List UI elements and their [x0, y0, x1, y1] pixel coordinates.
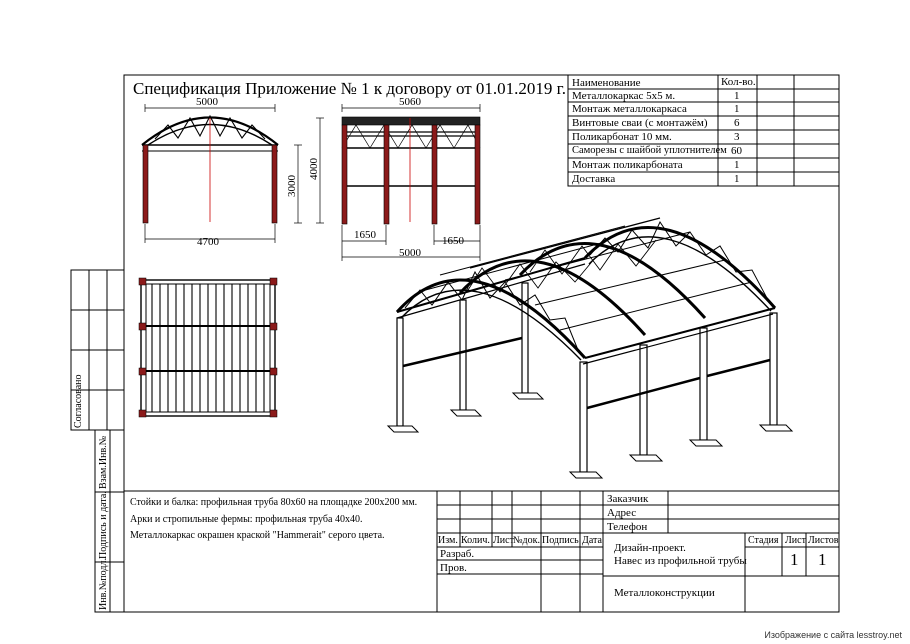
spec-row-qty: 3	[734, 131, 740, 143]
tb-sheets-value: 1	[818, 550, 827, 569]
spec-row-name: Металлокаркас 5х5 м.	[572, 90, 676, 102]
spec-row-qty: 1	[734, 173, 740, 185]
tb-col-data: Дата	[582, 535, 602, 546]
tb-sheet: Лист	[785, 535, 806, 546]
spec-row-qty: 60	[731, 145, 742, 157]
title-block-grid	[124, 491, 839, 612]
spec-row-name: Монтаж металлокаркаса	[572, 103, 687, 115]
tb-address: Адрес	[607, 507, 637, 519]
tb-phone: Телефон	[607, 521, 648, 533]
spec-row-qty: 6	[734, 117, 740, 129]
spec-header-qty: Кол-во.	[721, 76, 756, 88]
tb-stage: Стадия	[748, 535, 779, 546]
front-elevation	[142, 104, 324, 243]
tb-col-kolich: Колич.	[461, 535, 490, 546]
dim-side-bottom: 5000	[399, 247, 421, 259]
tb-customer: Заказчик	[607, 493, 649, 505]
dim-side-top: 5060	[399, 96, 421, 108]
plan-view	[139, 278, 277, 417]
stamp-inv-orig: Инв.№подл.	[98, 558, 109, 610]
stamp-agreed: Согласовано	[73, 374, 84, 428]
spec-row-name: Поликарбонат 10 мм.	[572, 131, 672, 143]
note-line: Стойки и балка: профильная труба 80х60 на площадке 200х200 мм.	[130, 497, 418, 508]
tb-sheet-value: 1	[790, 550, 799, 569]
note-line: Арки и стропильные фермы: профильная труба 40х40.	[130, 514, 363, 525]
dim-front-bottom: 4700	[197, 236, 219, 248]
note-line: Металлокаркас окрашен краской "Hammerait" серого цвета.	[130, 530, 385, 541]
dim-front-total-height: 4000	[308, 158, 320, 180]
dim-side-right: 1650	[442, 235, 464, 247]
tb-sheets: Листов	[808, 535, 839, 546]
tb-col-podpis: Подпись	[542, 535, 579, 546]
spec-header-name: Наименование	[572, 77, 641, 89]
page-title: Спецификация Приложение № 1 к договору от 01.01.2019 г.	[133, 79, 566, 98]
dim-side-left: 1650	[354, 229, 376, 241]
spec-row-qty: 1	[734, 90, 740, 102]
tb-project-line2: Навес из профильной трубы	[614, 555, 747, 567]
tb-prov: Пров.	[440, 562, 467, 574]
tb-col-ndok: №док.	[513, 535, 540, 546]
tb-col-izm: Изм.	[438, 535, 458, 546]
dim-front-top: 5000	[196, 96, 218, 108]
stamp-signature-date: Подпись и дата.	[98, 491, 109, 559]
spec-row-name: Винтовые сваи (с монтажём)	[572, 117, 708, 129]
spec-row-name: Доставка	[572, 173, 616, 185]
dim-front-post-height: 3000	[286, 175, 298, 197]
spec-row-name: Саморезы с шайбой уплотнителем	[572, 145, 727, 156]
tb-org: Металлоконструкции	[614, 587, 715, 599]
tb-col-list: Лист	[493, 535, 514, 546]
stamp-replace-inv: Взам.Инв.№	[98, 435, 109, 489]
tb-project-line1: Дизайн-проект.	[614, 542, 686, 554]
spec-row-qty: 1	[734, 103, 740, 115]
image-credit: Изображение с сайта lesstroy.net	[764, 630, 902, 640]
tb-razrab: Разраб.	[440, 548, 475, 560]
spec-row-qty: 1	[734, 159, 740, 171]
spec-row-name: Монтаж поликарбоната	[572, 159, 683, 171]
